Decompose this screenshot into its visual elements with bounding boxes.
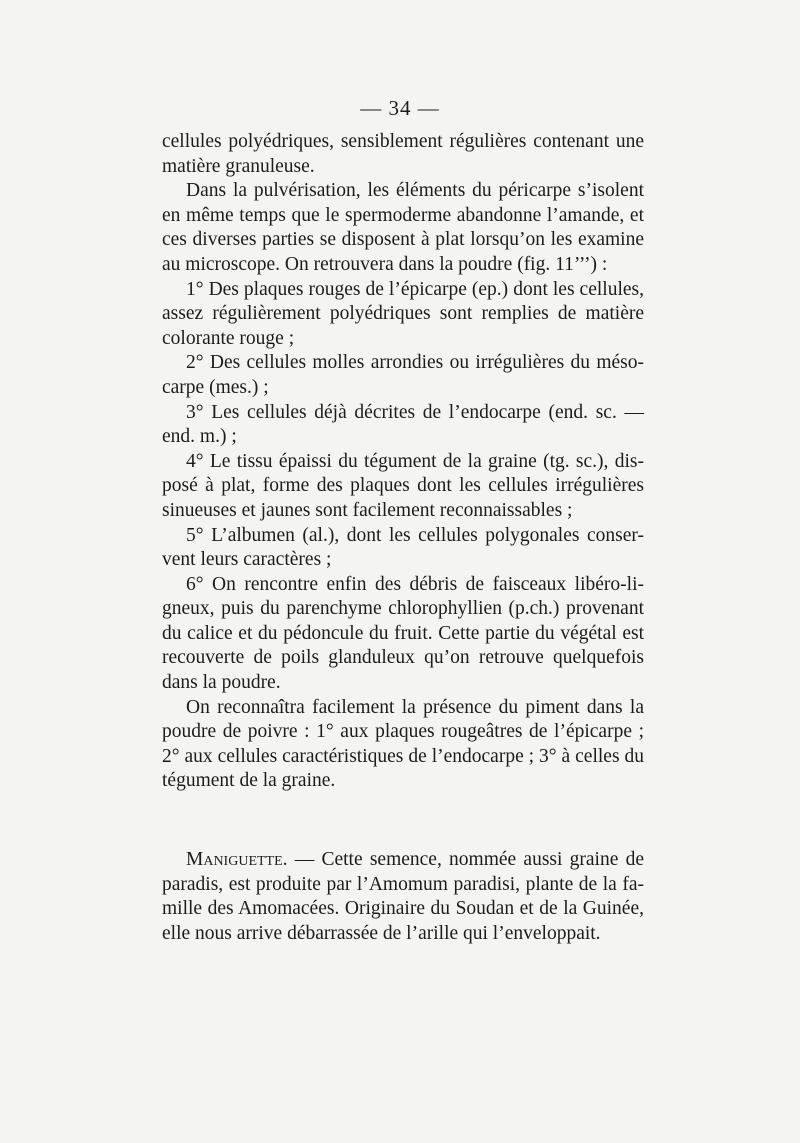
list-item: 2° Des cellules molles arrondies ou irrégulières du méso-carpe (mes.) ; (162, 352, 644, 398)
list-item: 5° L’albumen (al.), dont les cellules polygonales conser-vent leurs caractères ; (162, 524, 644, 571)
list-item: 6° On rencontre enfin des débris de faisceaux libéro-li-gneux, puis du parenchyme chlorophyllien (p.ch.) provenant du calice et du pédoncule du fruit. Cette partie du végétal est recouverte de poils glanduleux qu’on retrouve quelquefois dans la poudre. (162, 573, 644, 694)
maniguette-section (162, 848, 644, 946)
section-heading: Maniguette. (186, 849, 288, 870)
list-item: 3° Les cellules déjà décrites de l’endocarpe (end. sc. — end. m.) ; (162, 401, 644, 448)
paragraph: On reconnaîtra facilement la présence du piment dans la poudre de poivre : 1° aux plaques rougeâtres de l’épicarpe ; 2° aux cellules caractéristiques de l’endocarpe ; 3° à celles du tégument de la graine. (162, 696, 644, 792)
page-number: — 34 — (360, 96, 440, 120)
list-item: 4° Le tissu épaissi du tégument de la graine (tg. sc.), dis-posé à plat, forme des plaques dont les cellules irrégulières sinueuses et jaunes sont facilement reconnaissables ; (162, 450, 644, 521)
body-text (162, 130, 644, 794)
paragraph: cellules polyédriques, sensiblement régulières contenant une matière granuleuse. (162, 131, 644, 177)
paragraph: Dans la pulvérisation, les éléments du péricarpe s’isolent en même temps que le spermoderme abandonne l’amande, et ces diverses parties se disposent à plat lorsqu’on les examine au microscope. On retrouvera dans la poudre (fig. 11’’’) : (162, 180, 644, 275)
section-text: — Cette semence, nommée aussi graine de paradis, est produite par l’Amomum paradisi, plante de la fa-mille des Amomacées. Originaire du Soudan et de la Guinée, elle nous arrive débarrassée de l’arille qui l’enveloppait. (162, 849, 644, 944)
list-item: 1° Des plaques rouges de l’épicarpe (ep.) dont les cellules, assez régulièrement polyédriques sont remplies de matière colorante rouge ; (162, 278, 644, 349)
paragraph (162, 848, 644, 946)
